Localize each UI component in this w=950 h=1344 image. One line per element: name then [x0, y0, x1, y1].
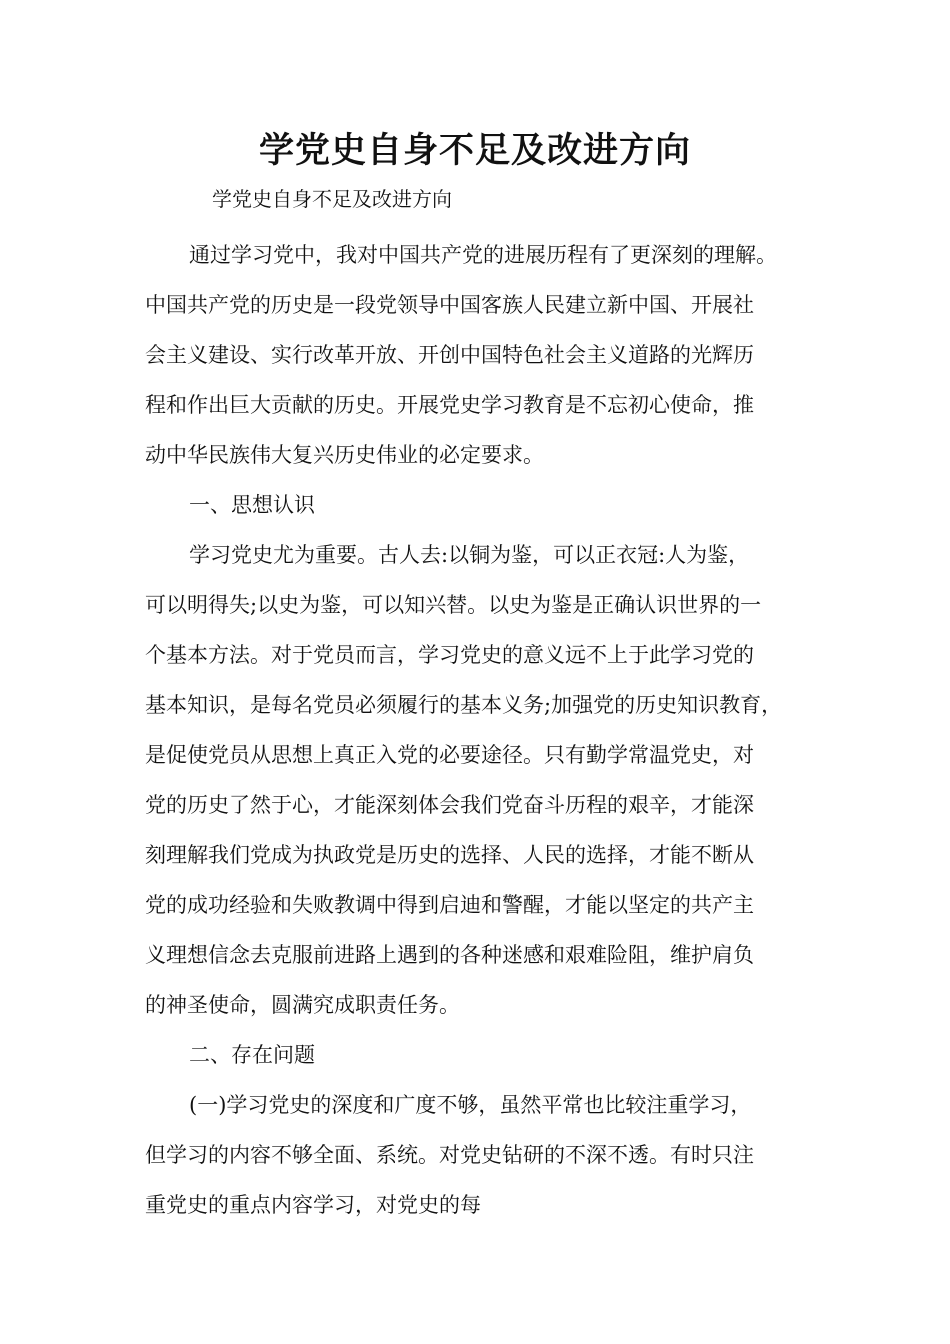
text-line: 的神圣使命，圆满究成职责任务。 [145, 993, 460, 1017]
text-line: 一、思想认识 [189, 493, 315, 517]
page-subtitle: 学党史自身不足及改进方向 [212, 187, 452, 211]
text-line: (一)学习党史的深度和广度不够，虽然平常也比较注重学习， [189, 1093, 752, 1117]
text-line: 动中华民族伟大复兴历史伟业的必定要求。 [145, 443, 544, 467]
text-line: 程和作出巨大贡献的历史。开展党史学习教育是不忘初心使命，推 [145, 393, 754, 417]
text-line: 学习党史尤为重要。古人去:以铜为鉴，可以正衣冠:人为鉴， [189, 543, 750, 567]
text-line: 义理想信念去克服前进路上遇到的各种迷感和艰难险阻，维护肩负 [145, 943, 754, 967]
text-line: 党的成功经验和失败教调中得到启迪和警醒，才能以坚定的共产主 [145, 893, 754, 917]
text-line: 通过学习党中，我对中国共产党的进展历程有了更深刻的理解。 [189, 243, 777, 267]
text-line: 刻理解我们党成为执政党是历史的选择、人民的选择，才能不断从 [145, 843, 754, 867]
document-body [145, 230, 813, 1230]
text-line: 但学习的内容不够全面、系统。对党史钻研的不深不透。有时只注 [145, 1143, 754, 1167]
text-line: 会主义建设、实行改革开放、开创中国特色社会主义道路的光辉历 [145, 343, 754, 367]
text-line: 基本知识，是每名党员必须履行的基本义务;加强党的历史知识教育， [145, 693, 783, 717]
text-line: 党的历史了然于心，才能深刻体会我们党奋斗历程的艰辛，才能深 [145, 793, 754, 817]
page-title: 学党史自身不足及改进方向 [258, 131, 691, 171]
text-line: 二、存在问题 [189, 1043, 315, 1067]
text-line: 重党史的重点内容学习，对党史的每 [145, 1193, 481, 1217]
text-line: 可以明得失;以史为鉴，可以知兴替。以史为鉴是正确认识世界的一 [145, 593, 762, 617]
text-line: 个基本方法。对于党员而言，学习党史的意义远不上于此学习党的 [145, 643, 754, 667]
text-line: 中国共产党的历史是一段党领导中国客族人民建立新中国、开展社 [145, 293, 754, 317]
text-line: 是促使党员从思想上真正入党的必要途径。只有勤学常温党史，对 [145, 743, 754, 767]
